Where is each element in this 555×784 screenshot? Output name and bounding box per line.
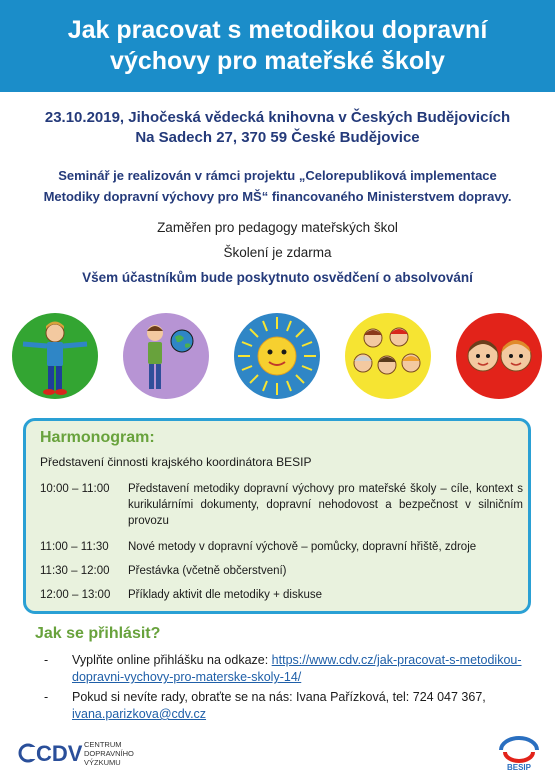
schedule-title: Harmonogram:	[40, 429, 155, 446]
registration-item-text	[72, 652, 524, 686]
illustration-row	[5, 311, 550, 403]
child-illustration-green	[12, 313, 98, 399]
certificate-text: Všem účastníkům bude poskytnuto osvědčení o absolvování	[82, 270, 473, 285]
schedule-description: Příklady aktivit dle metodiky + diskuse	[128, 589, 322, 601]
online-form-label: Vyplňte online přihlášku na odkaze:	[72, 653, 272, 667]
family-faces-illustration	[345, 313, 431, 399]
cdv-text-line-2: DOPRAVNÍHO	[84, 749, 134, 758]
cdv-logo	[18, 735, 158, 771]
schedule-description: Představení metodiky dopravní výchovy pro mateřské školy – cíle, kontext s kurikulárními dokumenty, dopravní nehodovost a bezpečnost v silničním provozu	[128, 483, 523, 527]
schedule-time: 12:00 – 13:00	[40, 589, 111, 601]
besip-text: BESIP	[506, 763, 532, 772]
schedule-description: Přestávka (včetně občerstvení)	[128, 565, 287, 577]
cdv-text-line-3: VÝZKUMU	[84, 758, 121, 767]
child-globe-illustration	[123, 313, 209, 399]
event-address: Na Sadech 27, 370 59 České Budějovice	[135, 129, 420, 146]
free-text: Školení je zdarma	[223, 245, 332, 260]
schedule-description: Nové metody v dopravní výchově – pomůcky, dopravní hřiště, zdroje	[128, 541, 477, 553]
schedule-time: 10:00 – 11:00	[40, 483, 110, 495]
schedule-intro: Představení činnosti krajského koordinátora BESIP	[40, 455, 312, 469]
registration-link[interactable]: https://www.cdv.cz/jak-pracovat-s-metodikou-dopravni-vychovy-pro-materske-skoly-14/	[72, 653, 522, 684]
children-faces-illustration	[456, 313, 542, 399]
schedule-box	[23, 418, 531, 614]
cdv-mark: CDV	[36, 741, 83, 766]
schedule-time: 11:00 – 11:30	[40, 541, 109, 553]
seminar-note-line-2: Metodiky dopravní výchovy pro MŠ“ financovaného Ministerstvem dopravy.	[43, 189, 512, 204]
besip-logo	[497, 728, 541, 772]
contact-email-link[interactable]: ivana.parizkova@cdv.cz	[72, 707, 207, 721]
registration-title: Jak se přihlásit?	[35, 625, 161, 642]
title-line-2: výchovy pro mateřské školy	[110, 47, 445, 75]
title-line-1: Jak pracovat s metodikou dopravní	[67, 16, 488, 44]
registration-item-text	[72, 689, 524, 723]
seminar-note-line-1: Seminář je realizován v rámci projektu „Celorepubliková implementace	[58, 168, 497, 183]
sun-illustration	[234, 313, 320, 399]
bullet-dash: -	[44, 690, 49, 704]
cdv-text-line-1: CENTRUM	[84, 740, 122, 749]
audience-text: Zaměřen pro pedagogy mateřských škol	[157, 220, 398, 235]
contact-text: Pokud si nevíte rady, obraťte se na nás: Ivana Pařízková, tel: 724 047 367,	[72, 690, 486, 704]
title-banner	[0, 0, 555, 92]
schedule-time: 11:30 – 12:00	[40, 565, 110, 577]
bullet-dash: -	[44, 653, 49, 667]
event-date-place: 23.10.2019, Jihočeská vědecká knihovna v Českých Budějovicích	[44, 109, 511, 126]
